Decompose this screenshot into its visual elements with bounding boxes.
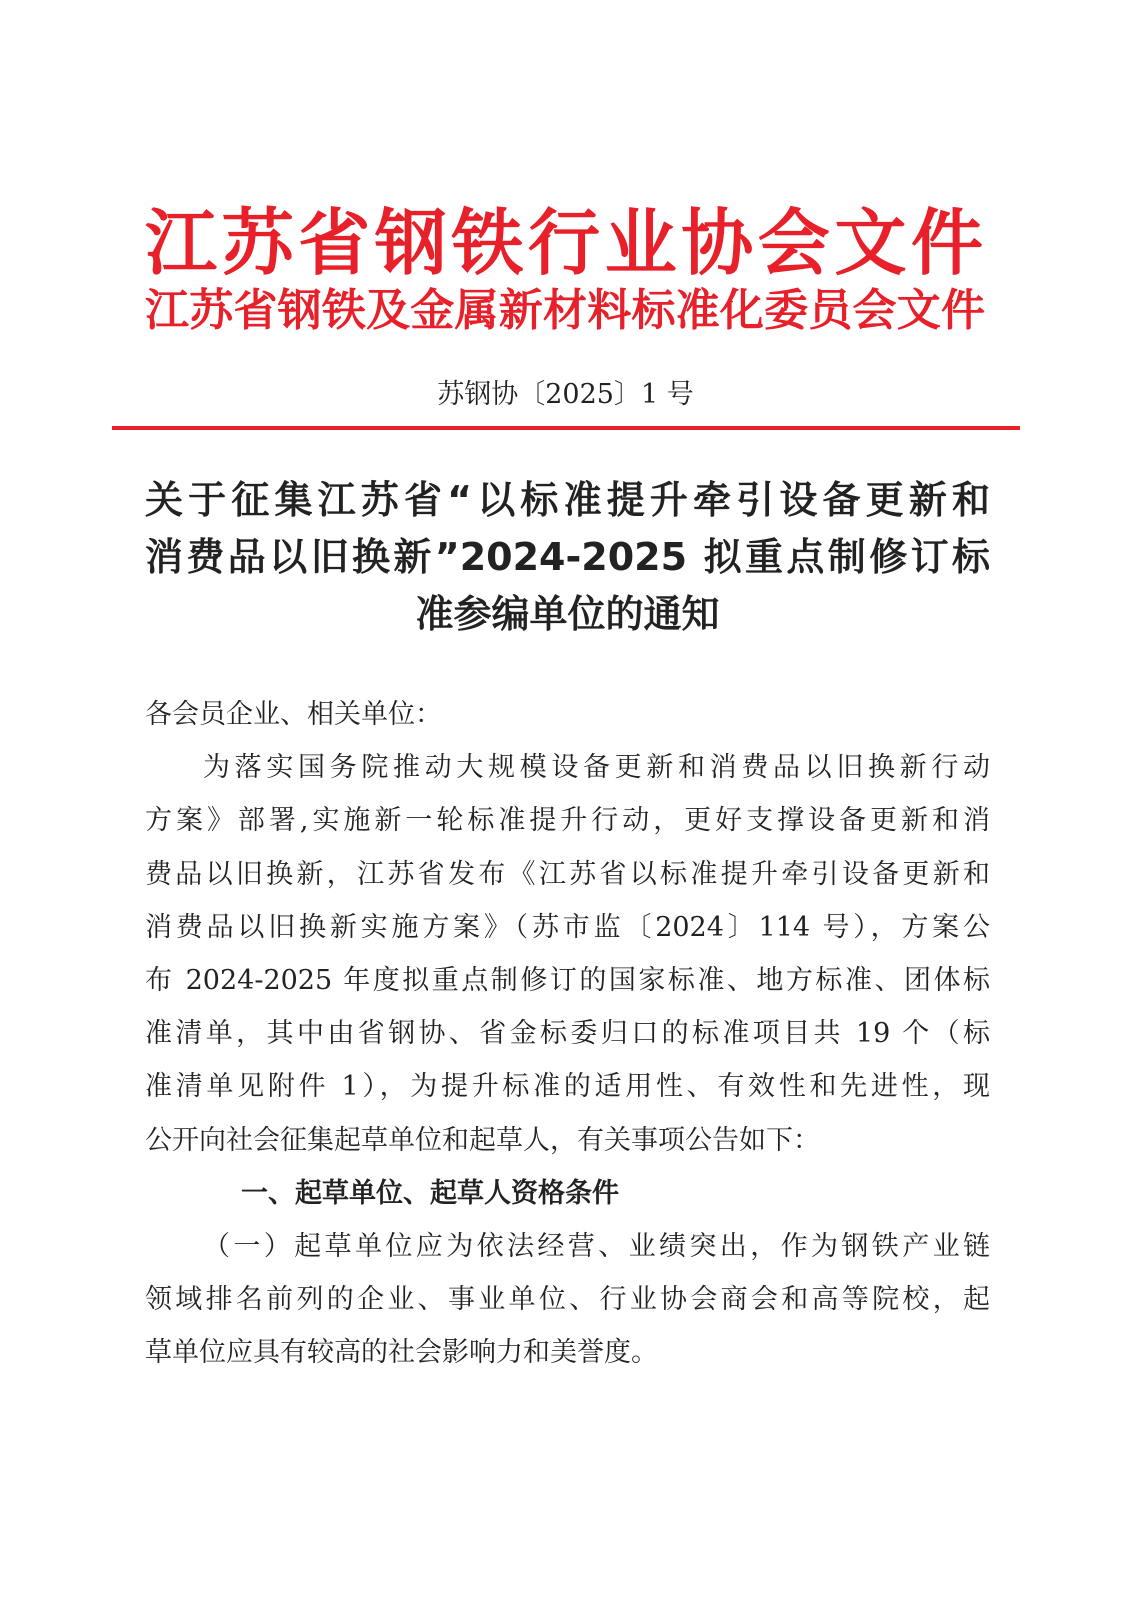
- paragraph-line: 准清单见附件 1），为提升标准的适用性、有效性和先进性，现: [145, 1071, 990, 1103]
- paragraph-line: （一）起草单位应为依法经营、业绩突出，作为钢铁产业链: [203, 1231, 990, 1263]
- section-heading: 一、起草单位、起草人资格条件: [241, 1177, 619, 1209]
- notice-title-line: 关于征集江苏省“以标准提升牵引设备更新和: [145, 478, 990, 522]
- paragraph-line: 公开向社会征集起草单位和起草人，有关事项公告如下：: [145, 1124, 820, 1156]
- paragraph-line: 费品以旧换新，江苏省发布《江苏省以标准提升牵引设备更新和: [145, 858, 990, 890]
- salutation: 各会员企业、相关单位：: [145, 699, 442, 730]
- document-number: 苏钢协〔2025〕1 号: [437, 379, 694, 410]
- notice-title: [145, 472, 990, 643]
- paragraph-line: 布 2024-2025 年度拟重点制修订的国家标准、地方标准、团体标: [145, 965, 990, 997]
- paragraph-line: 方案》部署,实施新一轮标准提升行动，更好支撑设备更新和消: [145, 805, 990, 837]
- org-title-primary: 江苏省钢铁行业协会文件: [145, 200, 985, 285]
- notice-title-line: 消费品以旧换新”2024-2025 拟重点制修订标: [145, 535, 990, 579]
- paragraph-line: 准清单，其中由省钢协、省金标委归口的标准项目共 19 个（标: [145, 1018, 990, 1050]
- org-title-secondary: 江苏省钢铁及金属新材料标准化委员会文件: [145, 285, 985, 336]
- notice-title-line: 准参编单位的通知: [415, 592, 720, 636]
- paragraph-line: 消费品以旧换新实施方案》（苏市监〔2024〕114 号），方案公: [145, 911, 990, 943]
- paragraph-line: 为落实国务院推动大规模设备更新和消费品以旧换新行动: [203, 752, 990, 784]
- red-divider-line: [112, 426, 1020, 430]
- paragraph-line: 领域排名前列的企业、事业单位、行业协会商会和高等院校，起: [145, 1284, 990, 1316]
- notice-body: [145, 688, 990, 1380]
- paragraph-line: 草单位应具有较高的社会影响力和美誉度。: [145, 1337, 658, 1369]
